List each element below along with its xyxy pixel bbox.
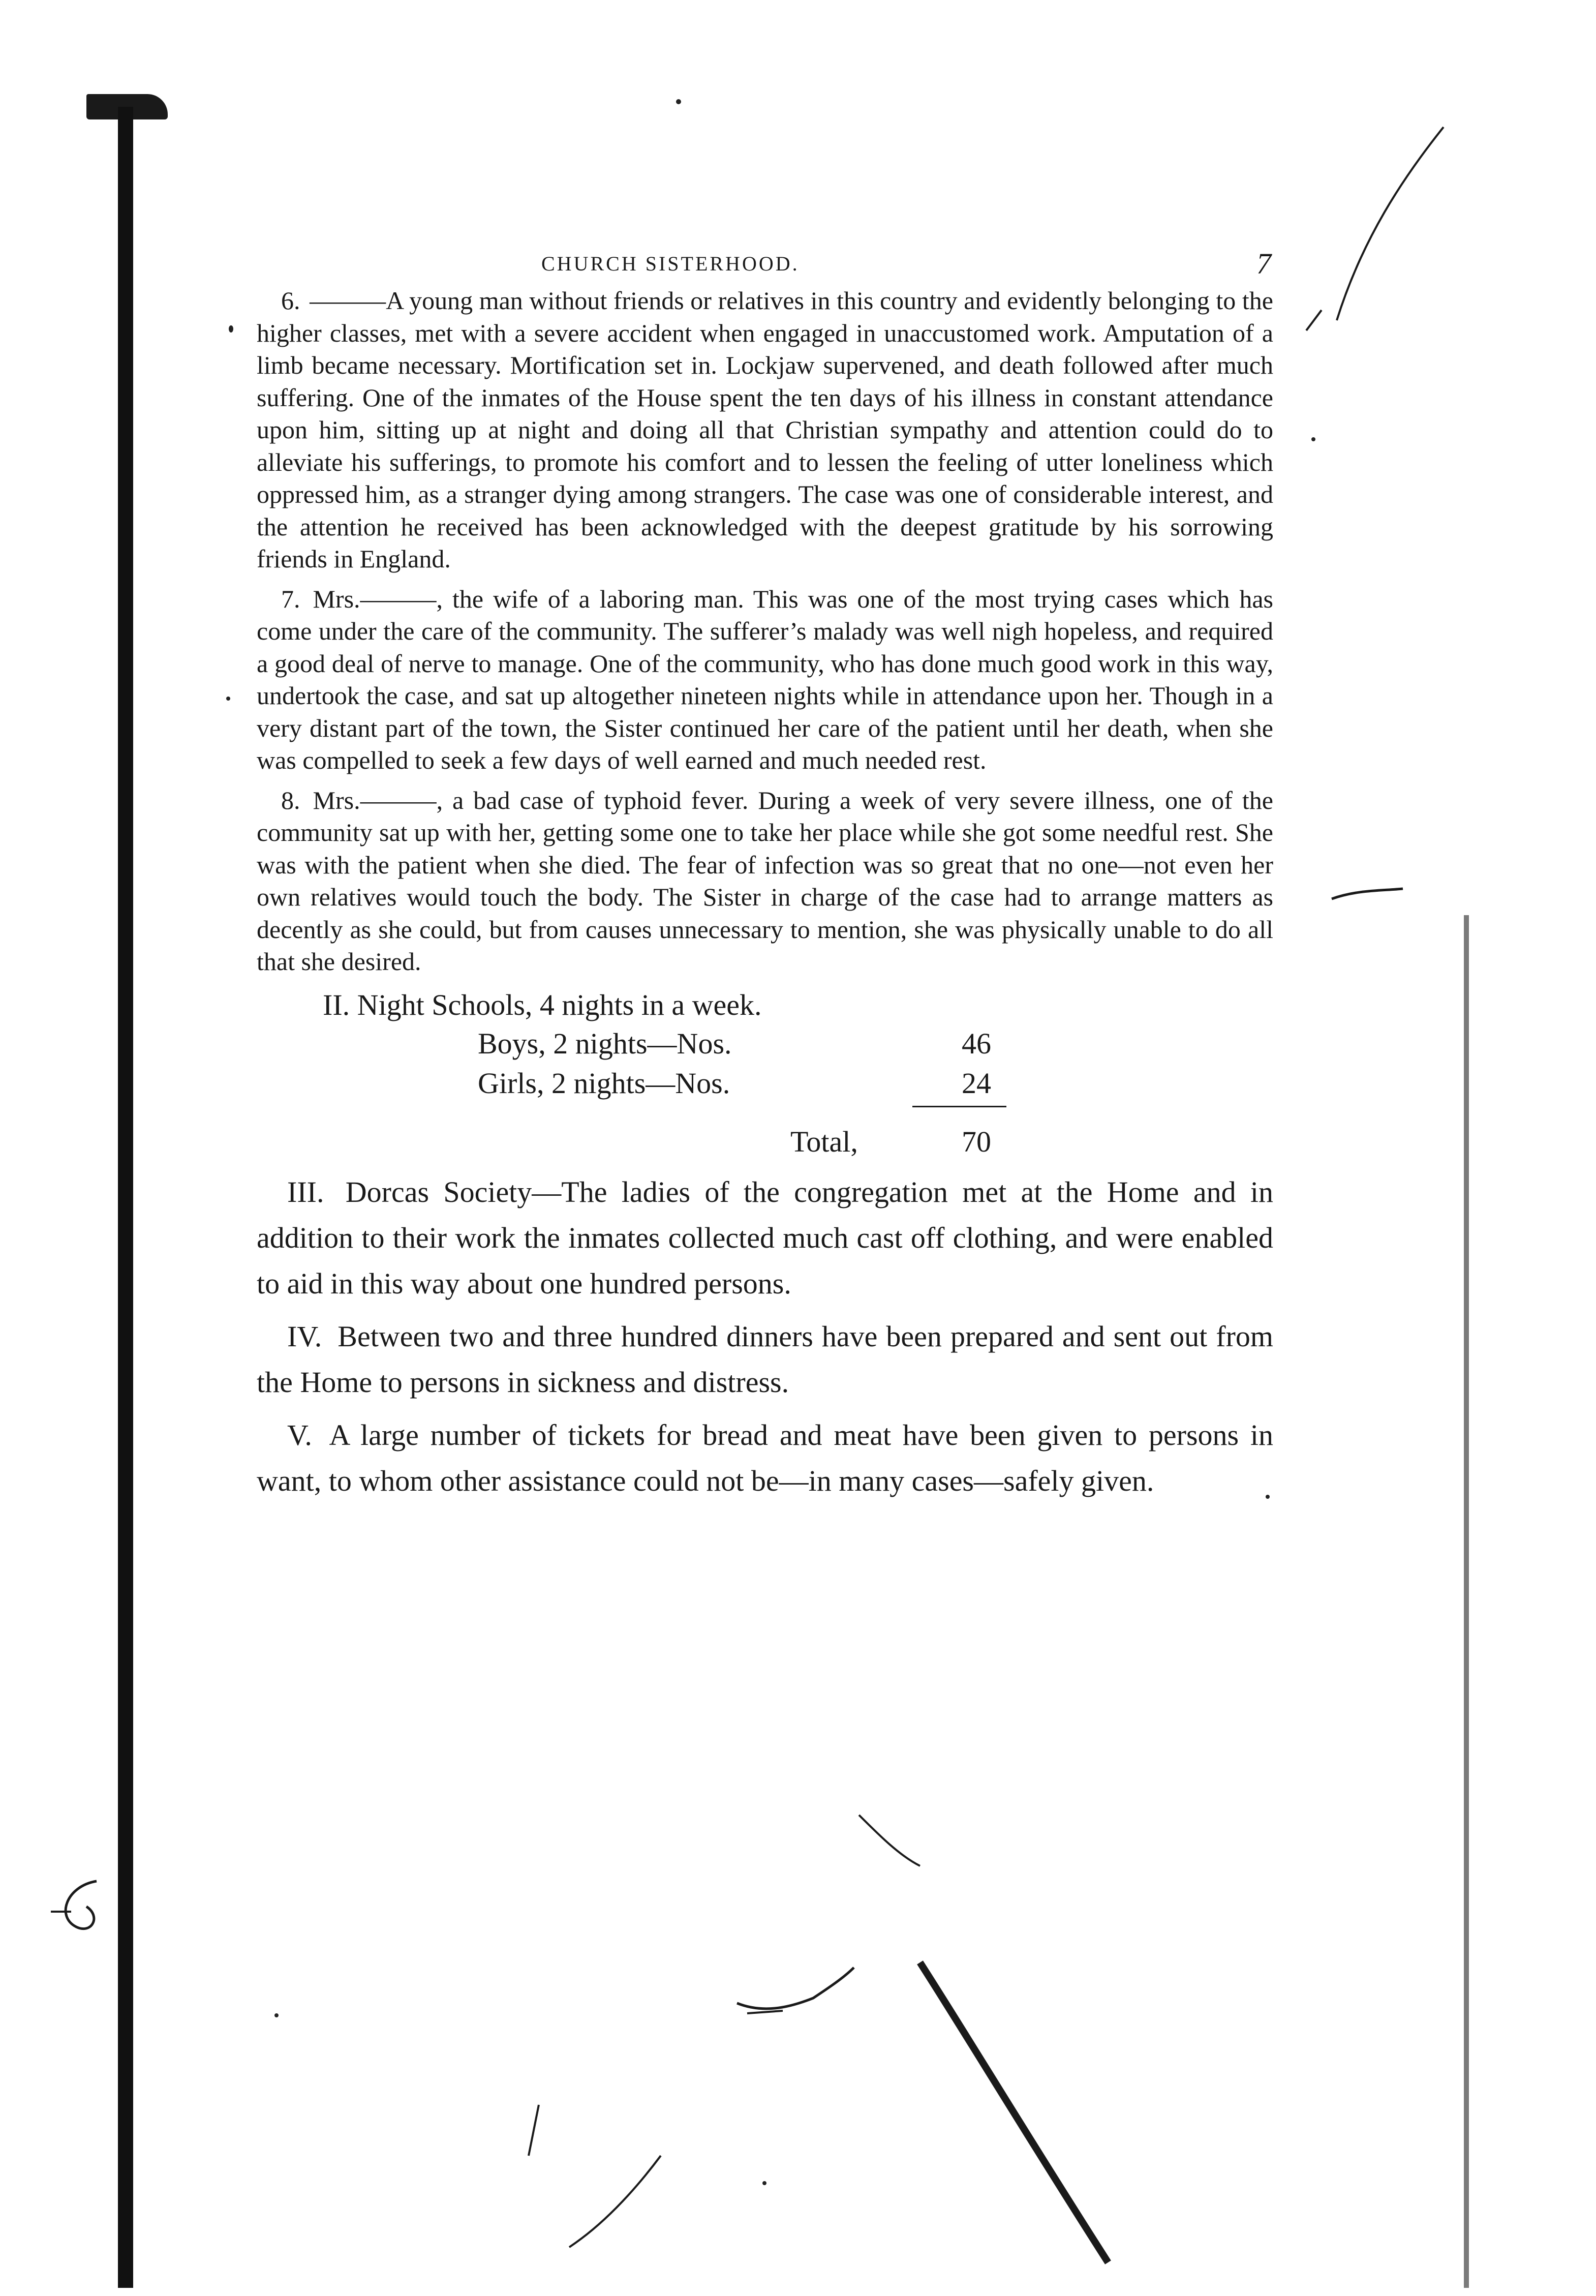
page-edge-right bbox=[1464, 915, 1469, 2288]
pen-mark bbox=[1327, 885, 1408, 905]
night-schools-total bbox=[257, 1123, 1273, 1162]
page-number: 7 bbox=[1256, 247, 1273, 280]
case-text: Mrs.———, the wife of a laboring man. This was one of the most trying cases which has come under the care of the community. The sufferer’s malady was well nigh hopeless, and required a good deal of nerve to manage. One of the community, who has done much good work in this way, undertook the case, and sat up altogether nineteen nights while in attendance upon her. Though in a very distant part of the town, the Sister continued her care of the patient until her death, when she was compelled to seek a few days of well earned and much needed rest. bbox=[257, 584, 1274, 774]
pen-mark bbox=[41, 1871, 112, 1942]
night-schools-row bbox=[257, 1024, 1273, 1064]
case-number: 7. bbox=[281, 584, 300, 613]
section-numeral: IV. bbox=[287, 1319, 322, 1353]
case-number: 8. bbox=[281, 786, 300, 814]
night-schools-heading: II. Night Schools, 4 nights in a week. bbox=[323, 988, 762, 1021]
row-label: Girls, 2 nights—Nos. bbox=[478, 1066, 730, 1100]
night-schools-table bbox=[257, 986, 1273, 1162]
case-text: ———A young man without friends or relatives in this country and evidently belonging to the higher classes, met with a severe accident when engaged in unaccustomed work. Amputation of a limb became necessary. Mortification set in. Lockjaw supervened, and death followed after much suffering. One of the inmates of the House spent the ten days of his illness in constant attendance upon him, sitting up at night and doing all that Christian sympathy and attention could do to alleviate his sufferings, to promote his comfort and to lessen the feeling of utter loneliness which oppressed him, as a stranger dying among strangers. The case was one of considerable interest, and the attention he received has been acknowledged with the deepest gratitude by his sorrowing friends in England. bbox=[257, 286, 1274, 573]
ink-speck bbox=[226, 697, 230, 701]
case-text: Mrs.———, a bad case of typhoid fever. During a week of very severe illness, one of the community sat up with her, getting some one to take her place while she got some needful rest. She was with the patient when she died. The fear of infection was so great that no one—not even her own relatives would touch the body. The Sister in charge of the case had to arrange matters as decently as she could, but from causes unnecessary to mention, she was physically unable to do all that she desired. bbox=[257, 786, 1273, 976]
section-numeral: III. bbox=[287, 1175, 324, 1209]
ink-speck bbox=[1311, 437, 1315, 441]
section-entry bbox=[257, 1412, 1273, 1504]
case-entry bbox=[257, 583, 1273, 777]
case-entry bbox=[257, 784, 1273, 978]
total-rule bbox=[912, 1106, 1006, 1107]
row-label: Boys, 2 nights—Nos. bbox=[478, 1026, 732, 1060]
section-text: Between two and three hundred dinners have been prepared and sent out from the Home to persons in sickness and distress. bbox=[257, 1319, 1274, 1399]
binding-edge bbox=[118, 107, 133, 2288]
total-value: 70 bbox=[962, 1125, 991, 1158]
section-text: A large number of tickets for bread and meat have been given to persons in want, to whom other assistance could not be—in many cases—safely given. bbox=[257, 1418, 1273, 1497]
running-head-title: CHURCH SISTERHOOD. bbox=[541, 252, 800, 275]
ink-speck bbox=[229, 325, 233, 333]
pen-mark bbox=[727, 1957, 859, 2029]
row-value: 46 bbox=[962, 1026, 991, 1060]
total-label: Total, bbox=[790, 1125, 858, 1158]
ink-speck bbox=[762, 2181, 766, 2185]
row-value: 24 bbox=[962, 1066, 991, 1100]
ink-speck bbox=[676, 99, 681, 104]
case-entry bbox=[257, 285, 1273, 576]
section-entry bbox=[257, 1314, 1273, 1405]
pen-mark bbox=[915, 1957, 1128, 2273]
pen-mark bbox=[518, 2095, 671, 2257]
night-schools-row bbox=[257, 1064, 1273, 1104]
section-numeral: V. bbox=[287, 1418, 312, 1452]
pen-mark bbox=[854, 1810, 925, 1871]
section-entry bbox=[257, 1169, 1273, 1307]
pen-mark bbox=[1291, 117, 1454, 336]
section-text: Dorcas Society—The ladies of the congregation met at the Home and in addition to their work the inmates collected much cast off clothing, and were enabled to aid in this way about one hundred persons. bbox=[257, 1175, 1274, 1300]
page-text bbox=[257, 247, 1273, 1504]
ink-speck bbox=[274, 2013, 279, 2017]
running-head bbox=[257, 247, 1273, 285]
case-number: 6. bbox=[281, 286, 300, 315]
